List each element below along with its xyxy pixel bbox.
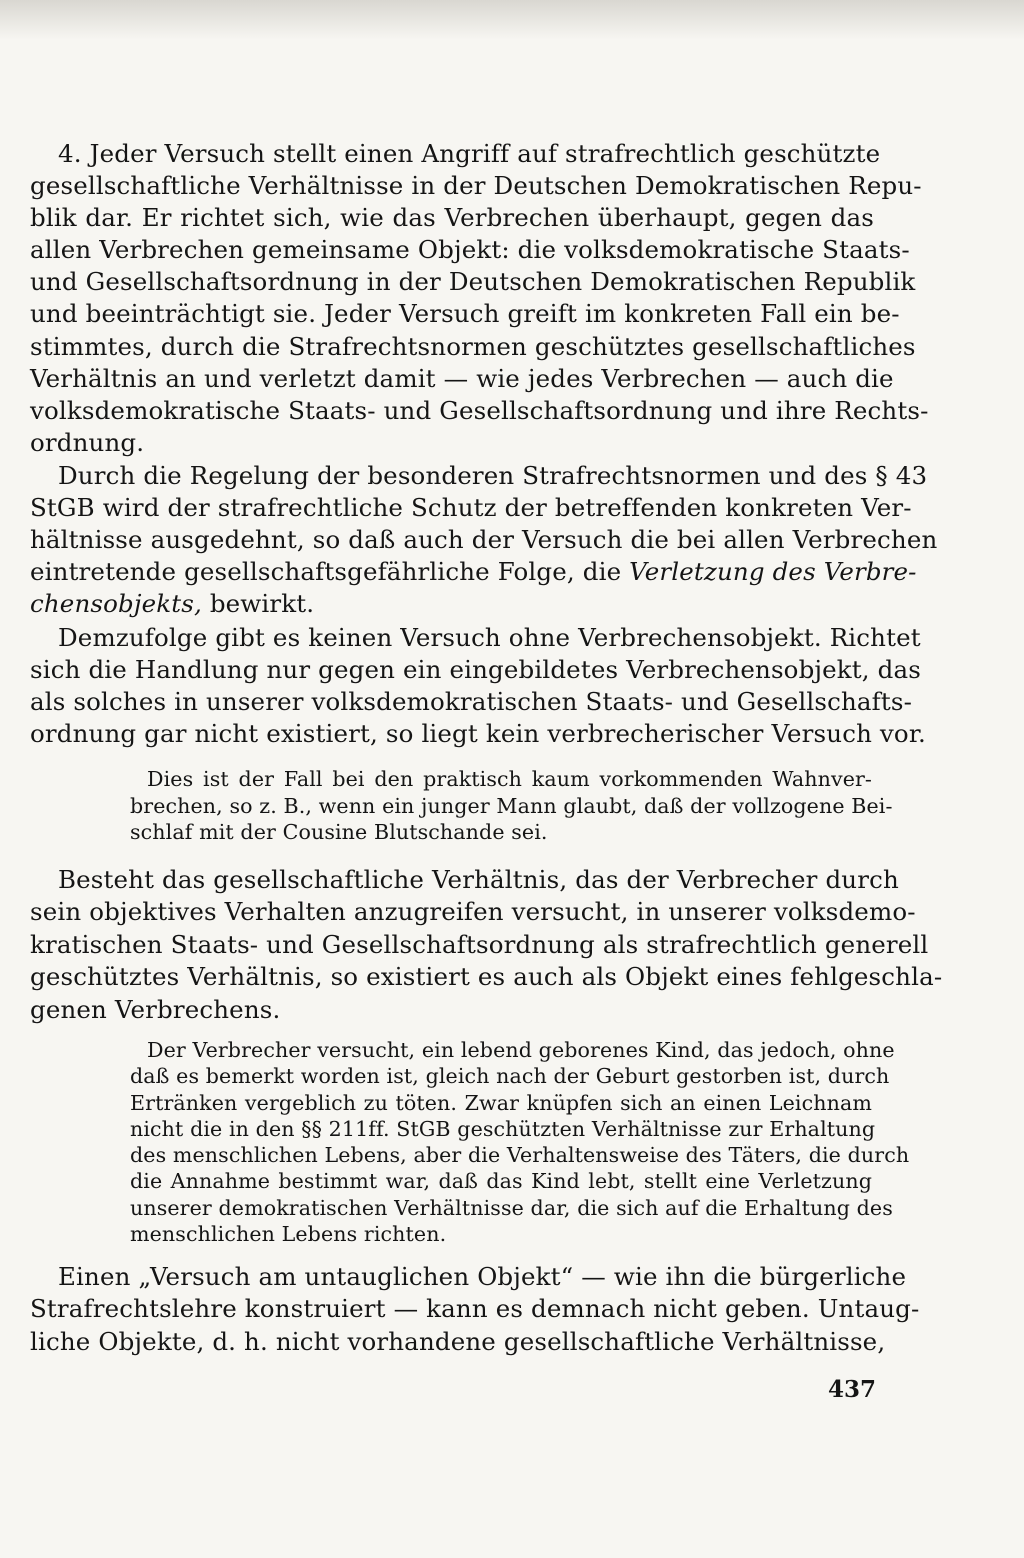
text-line: des menschlichen Lebens, aber die Verhaltensweise des Täters, die durch (130, 1143, 910, 1168)
paragraph-2 (30, 460, 938, 620)
paragraph-4 (30, 864, 943, 1026)
text-line: schlaf mit der Cousine Blutschande sei. (130, 820, 548, 844)
text-line: volksdemokratische Staats- und Gesellschaftsordnung und ihre Rechts- (30, 395, 929, 425)
text-line: hältnisse ausgedehnt, so daß auch der Versuch die bei allen Verbrechen (30, 525, 938, 555)
text-line: und Gesellschaftsordnung in der Deutschen Demokratischen Republik (30, 267, 916, 297)
text-line: allen Verbrechen gemeinsame Objekt: die volksdemokratische Staats- (30, 235, 910, 265)
text-line: als solches in unserer volksdemokratischen Staats- und Gesellschafts- (30, 687, 913, 717)
text-line: Der Verbrecher versucht, ein lebend geborenes Kind, das jedoch, ohne (147, 1038, 895, 1062)
text-line: stimmtes, durch die Strafrechtsnormen geschütztes gesellschaftliches (30, 331, 916, 361)
text-line: brechen, so z. B., wenn ein junger Mann glaubt, daß der vollzogene Bei- (130, 793, 893, 818)
paragraph-1 (30, 138, 929, 459)
text-line: Verhältnis an und verletzt damit — wie jedes Verbrechen — auch die (30, 363, 894, 393)
text-line: Besteht das gesellschaftliche Verhältnis, das der Verbrecher durch (58, 865, 899, 894)
text-line: gesellschaftliche Verhältnisse in der Deutschen Demokratischen Repu- (30, 171, 922, 201)
emphasis-text: Verletzung des Verbre- (629, 557, 917, 587)
text-line: daß es bemerkt worden ist, gleich nach der Geburt gestorben ist, durch (130, 1064, 890, 1089)
page-number: 437 (828, 1376, 877, 1403)
emphasis-text: chensobjekts, (30, 589, 202, 619)
footnote-example-1 (130, 766, 893, 846)
text-line: Ertränken vergeblich zu töten. Zwar knüpfen sich an einen Leichnam (130, 1090, 872, 1115)
text-line (30, 588, 874, 620)
paragraph-3 (30, 622, 926, 750)
text-line: unserer demokratischen Verhältnisse dar, die sich auf die Erhaltung des (130, 1195, 893, 1220)
paragraph-5 (30, 1261, 920, 1358)
text-line: kratischen Staats- und Gesellschaftsordnung als strafrechtlich generell (30, 929, 929, 959)
text-line: blik dar. Er richtet sich, wie das Verbrechen überhaupt, gegen das (30, 203, 874, 233)
text-line: menschlichen Lebens richten. (130, 1222, 447, 1247)
page-top-edge (0, 0, 1024, 40)
text-line: Demzufolge gibt es keinen Versuch ohne Verbrechensobjekt. Richtet (58, 623, 921, 652)
text-line: StGB wird der strafrechtliche Schutz der betreffenden konkreten Ver- (30, 493, 912, 523)
text-line (30, 556, 917, 588)
text-line: und beeinträchtigt sie. Jeder Versuch greift im konkreten Fall ein be- (30, 299, 900, 329)
text-line: Dies ist der Fall bei den praktisch kaum vorkommenden Wahnver- (147, 767, 872, 791)
text-line: Einen „Versuch am untauglichen Objekt“ — wie ihn die bürgerliche (58, 1262, 907, 1291)
text-line: die Annahme bestimmt war, daß das Kind lebt, stellt eine Verletzung (130, 1169, 872, 1194)
text-line: genen Verbrechens. (30, 994, 281, 1024)
text-line: Durch die Regelung der besonderen Strafrechtsnormen und des § 43 (58, 461, 928, 490)
text-line: 4. Jeder Versuch stellt einen Angriff auf strafrechtlich geschützte (58, 139, 881, 168)
text-line: Strafrechtslehre konstruiert — kann es demnach nicht geben. Untaug- (30, 1294, 920, 1324)
text-line: sich die Handlung nur gegen ein eingebildetes Verbrechensobjekt, das (30, 655, 921, 685)
text-line: geschütztes Verhältnis, so existiert es auch als Objekt eines fehlgeschla- (30, 962, 943, 992)
text-run: bewirkt. (201, 589, 315, 619)
text-run: eintretende gesellschaftsgefährliche Folge, die (30, 557, 630, 587)
footnote-example-2 (130, 1037, 910, 1247)
text-line: ordnung. (30, 427, 145, 457)
text-line: liche Objekte, d. h. nicht vorhandene gesellschaftliche Verhältnisse, (30, 1326, 886, 1356)
text-line: sein objektives Verhalten anzugreifen versucht, in unserer volksdemo- (30, 897, 916, 927)
text-line: nicht die in den §§ 211ff. StGB geschützten Verhältnisse zur Erhaltung (130, 1116, 876, 1141)
text-line: ordnung gar nicht existiert, so liegt kein verbrecherischer Versuch vor. (30, 719, 926, 749)
